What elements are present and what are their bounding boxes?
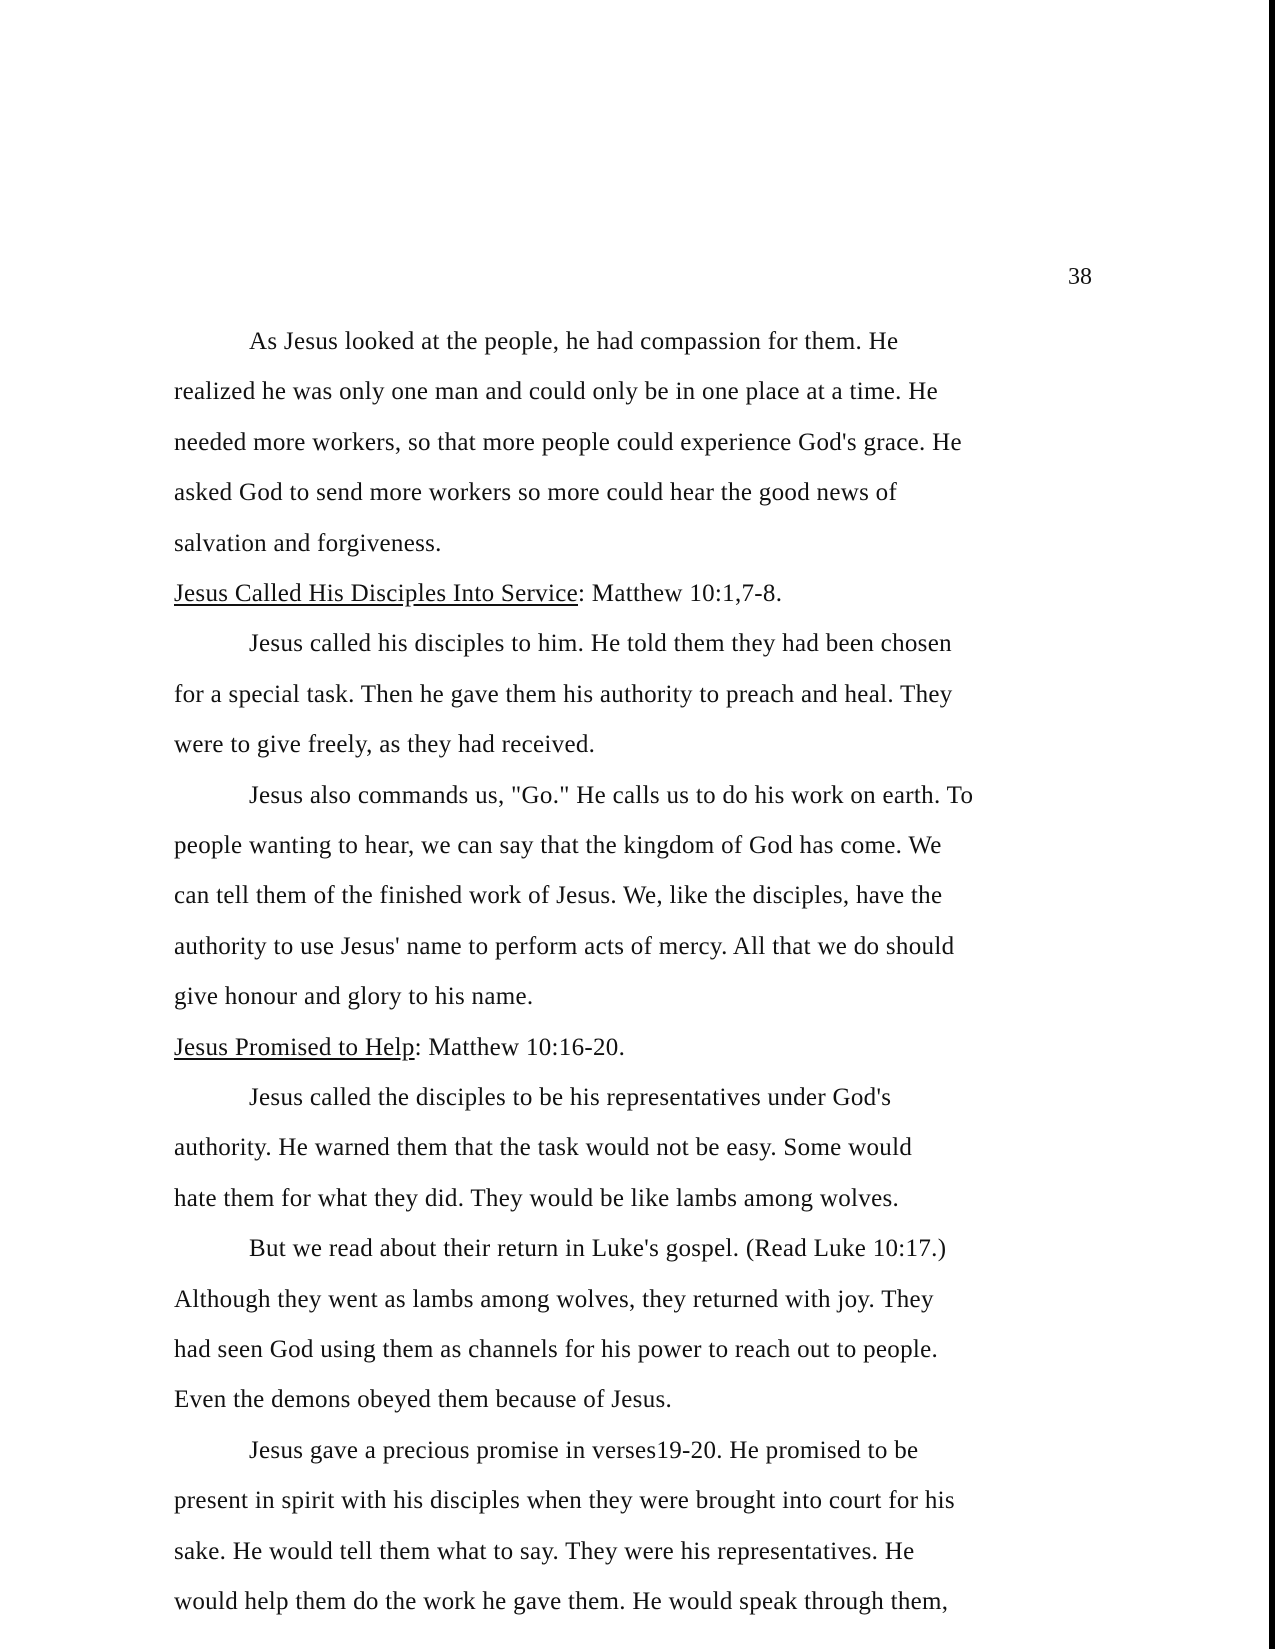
text-line xyxy=(174,681,953,709)
text-line xyxy=(174,1538,915,1566)
text-line xyxy=(249,1235,946,1263)
text-line xyxy=(174,1336,938,1364)
text-line xyxy=(249,1084,891,1112)
line-text: Although they went as lambs among wolves, they returned with joy. They xyxy=(174,1285,934,1313)
line-text: needed more workers, so that more people could experience God's grace. He xyxy=(174,428,962,456)
line-text: salvation and forgiveness. xyxy=(174,529,442,557)
text-line xyxy=(174,832,942,860)
section-heading xyxy=(174,1034,625,1062)
text-line xyxy=(174,1588,948,1616)
text-line xyxy=(174,882,942,910)
line-text: authority. He warned them that the task would not be easy. Some would xyxy=(174,1134,913,1162)
line-text: As Jesus looked at the people, he had compassion for them. He xyxy=(249,328,899,355)
text-line xyxy=(249,782,973,810)
line-text: Jesus gave a precious promise in verses19-20. He promised to be xyxy=(249,1436,919,1464)
line-text: Jesus called the disciples to be his representatives under God's xyxy=(249,1084,892,1111)
line-text: present in spirit with his disciples when they were brought into court for his xyxy=(174,1487,955,1515)
heading-reference: : Matthew 10:16-20. xyxy=(414,1033,626,1061)
text-line xyxy=(174,1487,955,1515)
text-line xyxy=(174,479,897,507)
line-text: can tell them of the finished work of Jesus. We, like the disciples, have the xyxy=(174,882,943,910)
text-line xyxy=(174,1134,912,1162)
line-text: for a special task. Then he gave them his authority to preach and heal. They xyxy=(174,680,953,708)
text-line xyxy=(249,630,952,658)
line-text: hate them for what they did. They would be like lambs among wolves. xyxy=(174,1184,900,1212)
text-line xyxy=(174,429,962,457)
text-line xyxy=(174,530,442,558)
section-heading xyxy=(174,580,782,608)
line-text: would help them do the work he gave them. He would speak through them, xyxy=(174,1588,949,1615)
text-line xyxy=(174,1286,934,1314)
text-line xyxy=(174,933,954,961)
page-number: 38 xyxy=(1068,264,1092,290)
heading-title: Jesus Called His Disciples Into Service xyxy=(174,580,578,607)
line-text: had seen God using them as channels for his power to reach out to people. xyxy=(174,1336,939,1363)
line-text: But we read about their return in Luke's gospel. (Read Luke 10:17.) xyxy=(249,1235,947,1263)
line-text: asked God to send more workers so more could hear the good news of xyxy=(174,479,898,507)
text-line xyxy=(174,1386,672,1414)
line-text: realized he was only one man and could only be in one place at a time. He xyxy=(174,378,938,406)
line-text: Jesus also commands us, "Go." He calls us to do his work on earth. To xyxy=(249,781,974,809)
heading-title: Jesus Promised to Help xyxy=(174,1033,415,1061)
text-line xyxy=(174,1185,899,1213)
heading-reference: : Matthew 10:1,7-8. xyxy=(578,580,783,607)
line-text: give honour and glory to his name. xyxy=(174,983,534,1011)
scan-edge-bar xyxy=(1269,0,1275,1649)
line-text: authority to use Jesus' name to perform acts of mercy. All that we do should xyxy=(174,932,955,960)
line-text: people wanting to hear, we can say that the kingdom of God has come. We xyxy=(174,832,942,859)
text-line xyxy=(249,1437,918,1465)
line-text: Jesus called his disciples to him. He told them they had been chosen xyxy=(249,630,952,658)
line-text: were to give freely, as they had received. xyxy=(174,731,596,759)
text-line xyxy=(249,328,898,356)
line-text: Even the demons obeyed them because of Jesus. xyxy=(174,1386,673,1414)
text-line xyxy=(174,983,533,1011)
line-text: sake. He would tell them what to say. They were his representatives. He xyxy=(174,1537,915,1565)
text-line xyxy=(174,731,595,759)
text-line xyxy=(174,378,938,406)
